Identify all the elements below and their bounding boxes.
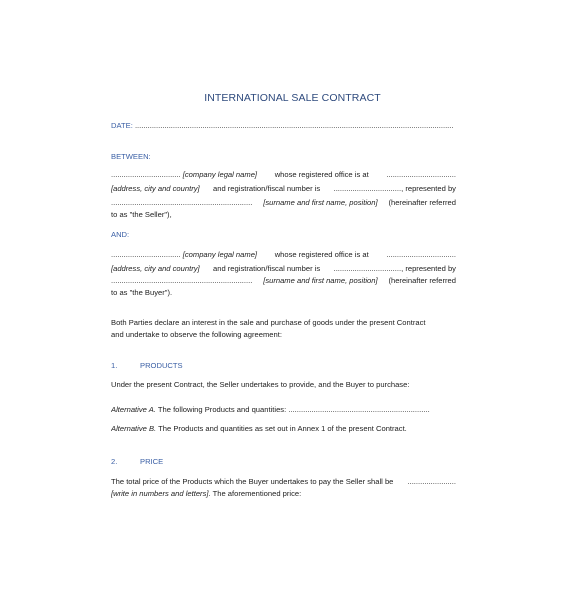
alternative-a-line [111, 405, 456, 415]
alternative-b-label: Alternative B. [111, 424, 157, 433]
seller-office-placeholder: ................................. [386, 170, 456, 179]
alternative-a-text: The following Products and quantities: [157, 405, 287, 414]
price-line-1 [111, 477, 456, 487]
buyer-office-placeholder: ................................. [386, 250, 456, 259]
seller-office-text: whose registered office is at [274, 170, 369, 179]
section-1-paragraph: Under the present Contract, the Seller undertakes to provide, and the Buyer to purchase: [111, 380, 410, 389]
seller-line-3 [111, 198, 456, 208]
section-1-title: PRODUCTS [140, 361, 183, 370]
seller-name-placeholder: ................................. [111, 170, 181, 179]
buyer-line-1 [111, 250, 456, 260]
buyer-rep-hint: [surname and first name, position] [263, 276, 378, 285]
buyer-rep-placeholder: ................................................................... [111, 276, 253, 285]
buyer-name-hint: [company legal name] [182, 250, 258, 259]
date-line [111, 121, 456, 131]
price-placeholder: ....................... [407, 477, 456, 486]
price-followup-text: . The aforementioned price: [208, 489, 302, 498]
buyer-name-placeholder: ................................. [111, 250, 181, 259]
seller-line-4: to as "the Seller"), [111, 210, 172, 219]
alternative-b-line [111, 424, 456, 434]
date-label: DATE: [111, 121, 133, 130]
document-title: INTERNATIONAL SALE CONTRACT [204, 92, 381, 104]
buyer-office-text: whose registered office is at [274, 250, 369, 259]
and-heading: AND: [111, 230, 130, 239]
intro-line-2: and undertake to observe the following agreement: [111, 330, 282, 339]
section-1-number: 1. [111, 361, 118, 370]
price-line-2 [111, 489, 456, 499]
buyer-represented-text: , represented by [401, 264, 456, 273]
seller-hereinafter-text: (hereinafter referred [388, 198, 456, 207]
between-heading: BETWEEN: [111, 152, 151, 161]
alternative-b-text: The Products and quantities as set out in Annex 1 of the present Contract. [158, 424, 407, 433]
price-text: The total price of the Products which the Buyer undertakes to pay the Seller shall be [111, 477, 394, 486]
price-hint: [write in numbers and letters] [111, 489, 209, 498]
seller-rep-placeholder: ................................................................... [111, 198, 253, 207]
seller-address-hint: [address, city and country] [111, 184, 200, 193]
seller-name-hint: [company legal name] [182, 170, 258, 179]
buyer-fiscal-placeholder: ................................ [333, 264, 402, 273]
buyer-hereinafter-text: (hereinafter referred [388, 276, 456, 285]
buyer-address-hint: [address, city and country] [111, 264, 200, 273]
alternative-a-placeholder: ................................................................... [288, 405, 430, 414]
alternative-a-label: Alternative A. [111, 405, 156, 414]
intro-line-1: Both Parties declare an interest in the sale and purchase of goods under the present Contract [111, 318, 426, 327]
date-placeholder: ....................................................................................................................................................... [134, 121, 454, 130]
seller-represented-text: , represented by [401, 184, 456, 193]
section-2-title: PRICE [140, 457, 164, 466]
seller-fiscal-text: and registration/fiscal number is [213, 184, 321, 193]
buyer-line-2 [111, 264, 456, 274]
seller-fiscal-placeholder: ................................ [333, 184, 402, 193]
seller-rep-hint: [surname and first name, position] [263, 198, 378, 207]
section-2-number: 2. [111, 457, 118, 466]
seller-line-1 [111, 170, 456, 180]
buyer-fiscal-text: and registration/fiscal number is [213, 264, 321, 273]
buyer-line-3 [111, 276, 456, 286]
buyer-line-4: to as "the Buyer"). [111, 288, 173, 297]
seller-line-2 [111, 184, 456, 194]
